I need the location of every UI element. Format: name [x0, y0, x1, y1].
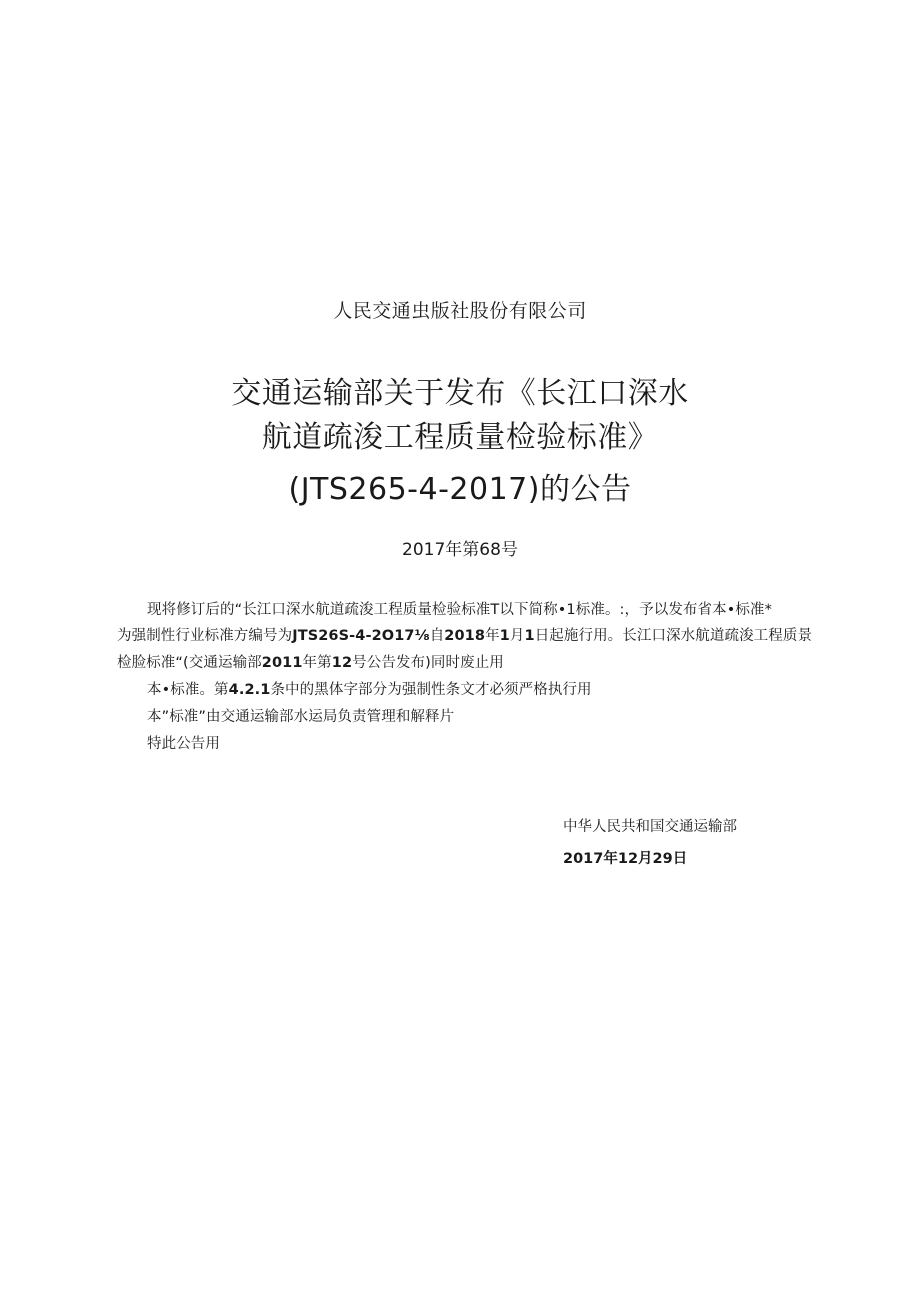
body-text: 年 — [485, 628, 500, 644]
body-line-2 — [117, 624, 812, 645]
standard-code: JTS26S-4-2O17⅛ — [292, 628, 430, 644]
clause-number: 4.2.1 — [228, 682, 271, 698]
body-text: 号公告发布)同时废止用 — [352, 655, 504, 671]
body-text: 自 — [429, 628, 445, 644]
announcement-title-line-1: 交通运输部关于发布《长江口深水 — [231, 376, 689, 411]
body-text: 日起施行用。长江口深水航道疏浚工程质景 — [534, 628, 813, 644]
issue-date: 2017年12月29日 — [563, 851, 688, 867]
body-text: 月 — [509, 628, 525, 644]
publisher-name: 人民交通虫版社股份有限公司 — [333, 300, 587, 322]
month: 1 — [499, 628, 510, 644]
body-text: 本•标准。第 — [147, 682, 229, 698]
body-line-3 — [117, 651, 504, 672]
body-text: 条中的黑体字部分为强制性条文才必须严格执行用 — [270, 682, 592, 698]
issue-number: 2017年第68号 — [402, 540, 518, 560]
body-line-6: 特此公告用 — [147, 736, 220, 752]
body-line-5: 本”标准”由交通运输部水运局负责管理和解释片 — [147, 709, 455, 725]
body-text: 为强制性行业标准方编号为 — [117, 628, 293, 644]
announcement-title-line-3: (JTS265-4-2017)的公告 — [288, 472, 632, 507]
year: 2011 — [261, 655, 303, 671]
announcement-title-line-2: 航道疏浚工程质量检验标准》 — [261, 420, 659, 455]
body-line-1: 现将修订后的“长江口深水航道疏浚工程质量检验标准T以下简称•1标准。:，予以发布省本•标准* — [147, 602, 772, 618]
body-text: 年第 — [302, 655, 332, 671]
year: 2018 — [444, 628, 486, 644]
announcement-number: 12 — [331, 655, 353, 671]
day: 1 — [524, 628, 535, 644]
body-line-4 — [147, 678, 592, 699]
issuer-name: 中华人民共和国交通运输部 — [563, 819, 737, 835]
body-text: 检脸标准“(交通运输部 — [117, 655, 262, 671]
